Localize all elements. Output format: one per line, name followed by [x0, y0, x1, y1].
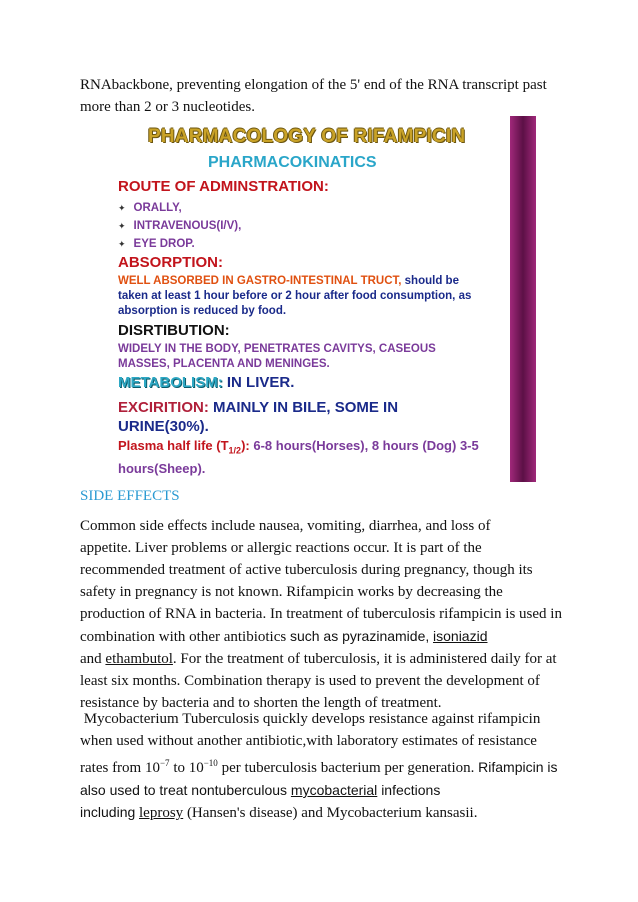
- text-line: also used to treat nontuberculous mycobacterial infections: [80, 782, 441, 798]
- route-heading: ROUTE OF ADMINSTRATION:: [118, 178, 329, 195]
- distribution-text: WIDELY IN THE BODY, PENETRATES CAVITYS, CASEOUS MASSES, PLACENTA AND MENINGES.: [118, 343, 436, 370]
- star-bullet-icon: ✦: [118, 203, 126, 213]
- slide-title: PHARMACOLOGY OF RIFAMPICIN: [148, 126, 466, 147]
- text-line: resistance by bacteria and to shorten the length of treatment.: [80, 695, 442, 711]
- isoniazid-link[interactable]: isoniazid: [433, 628, 488, 644]
- text-line: appetite. Liver problems or allergic reactions occur. It is part of the: [80, 540, 482, 556]
- mycobacterial-link[interactable]: mycobacterial: [290, 782, 378, 798]
- slide-side-bar: [510, 116, 536, 482]
- star-bullet-icon: ✦: [118, 239, 126, 249]
- intro-line: more than 2 or 3 nucleotides.: [80, 99, 255, 115]
- intro-paragraph: [80, 74, 560, 118]
- star-bullet-icon: ✦: [118, 221, 126, 231]
- text-line: Mycobacterium Tuberculosis quickly develops resistance against rifampicin: [80, 711, 541, 727]
- text-line: Common side effects include nausea, vomiting, diarrhea, and loss of: [80, 518, 491, 534]
- intro-line: RNAbackbone, preventing elongation of the 5' end of the RNA transcript past: [80, 77, 547, 93]
- ethambutol-link[interactable]: ethambutol: [105, 651, 173, 667]
- side-effects-heading: SIDE EFFECTS: [80, 488, 180, 504]
- text-line: combination with other antibiotics such as pyrazinamide, isoniazid: [80, 628, 488, 645]
- side-effects-paragraph: [80, 515, 562, 714]
- excretion-row: EXCIRITION: MAINLY IN BILE, SOME IN URINE(30%).: [118, 399, 399, 435]
- absorption-heading: ABSORPTION:: [118, 254, 223, 271]
- leprosy-link[interactable]: leprosy: [139, 805, 184, 821]
- text-line: rates from $10^{-7}$ to $10^{-10}$ per tuberculosis bacterium per generation. Rifampicin is: [80, 758, 558, 776]
- distribution-heading: DISRTIBUTION:: [118, 322, 230, 339]
- resistance-paragraph: [80, 708, 562, 824]
- text-line: and ethambutol. For the treatment of tuberculosis, it is administered daily for at: [80, 651, 557, 667]
- text-line: safety in pregnancy is not known. Rifampicin works by decreasing the: [80, 584, 503, 600]
- text-line: least six months. Combination therapy is used to prevent the development of: [80, 673, 540, 689]
- metabolism-row: METABOLISM: IN LIVER.: [118, 374, 295, 391]
- text-line: when used without another antibiotic,with laboratory estimates of resistance: [80, 733, 537, 749]
- pharmacology-slide-image: [112, 116, 536, 482]
- absorption-text: WELL ABSORBED IN GASTRO-INTESTINAL TRUCT, should be taken at least 1 hour before or 2 hour after food consumption, as absorption is reduced by food.: [118, 275, 472, 317]
- text-line: production of RNA in bacteria. In treatment of tuberculosis rifampicin is used in: [80, 606, 562, 622]
- route-item: ✦ EYE DROP.: [118, 238, 195, 250]
- route-item: ✦ ORALLY,: [118, 202, 182, 214]
- route-item: ✦ INTRAVENOUS(I/V),: [118, 220, 242, 232]
- slide-subtitle: PHARMACOKINATICS: [208, 154, 377, 171]
- text-line: including leprosy (Hansen's disease) and Mycobacterium kansasii.: [80, 804, 478, 821]
- halflife-row: Plasma half life $(T_{1/2})$: 6-8 hours(Horses), 8 hours (Dog) 3-5 hours(Sheep).: [118, 438, 479, 476]
- text-line: recommended treatment of active tuberculosis during pregnancy, though its: [80, 562, 533, 578]
